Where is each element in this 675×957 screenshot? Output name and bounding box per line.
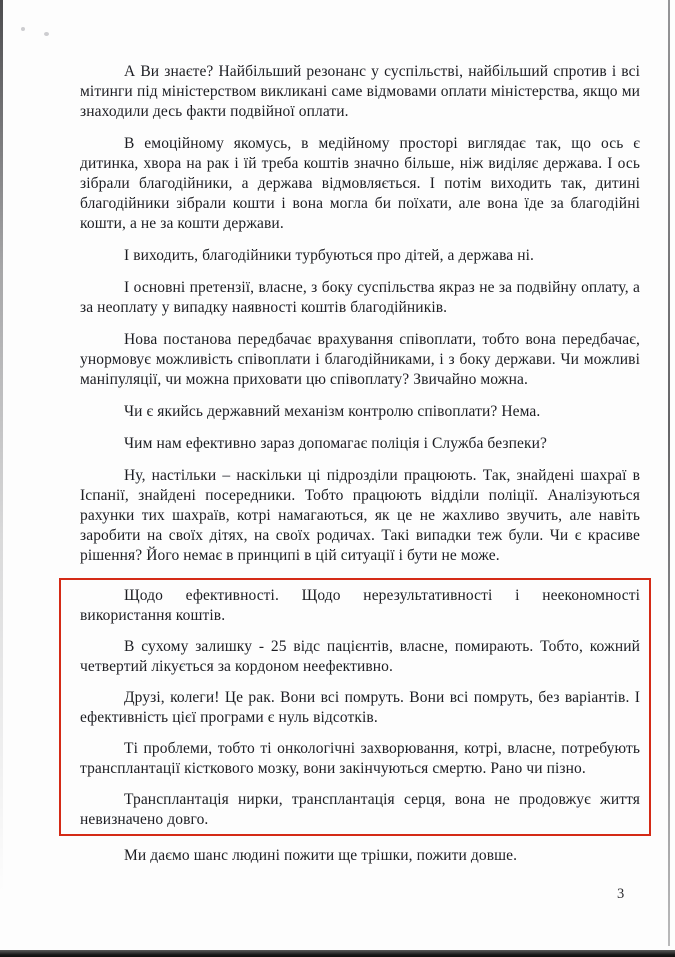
- paragraph: Чим нам ефективно зараз допомагає поліція і Служба безпеки?: [124, 435, 547, 452]
- paragraph: Ми даємо шанс людині пожити ще трішки, пожити довше.: [124, 847, 518, 864]
- page-number: 3: [617, 886, 625, 902]
- document-body: [80, 62, 640, 878]
- highlighted-paragraph: В сухому залишку - 25 відс пацієнтів, власне, помирають. Тобто, кожний четвертий лікується за кордоном неефективно.: [80, 638, 640, 675]
- scan-left-edge-artifact: [0, 0, 3, 892]
- scan-speck: [21, 27, 25, 31]
- scan-speck: [44, 32, 49, 36]
- red-highlight-box: [59, 578, 651, 836]
- page-right-edge-line: [668, 0, 670, 946]
- paragraph: І виходить, благодійники турбуються про дітей, а держава ні.: [124, 247, 535, 264]
- scan-bottom-edge-band: [0, 950, 675, 957]
- paragraph: Нова постанова передбачає врахування співоплати, тобто вона передбачає, унормовує можливість співоплати і благодійниками, і з боку держави. Чи можливі маніпуляції, чи можна приховати цю співоплату? Звичайно можна.: [80, 331, 640, 388]
- highlighted-paragraph: Друзі, колеги! Це рак. Вони всі помруть. Вони всі помруть, без варіантів. І ефективність цієї програми є нуль відсотків.: [80, 689, 640, 726]
- paragraph: І основні претензії, власне, з боку суспільства якраз не за подвійну оплату, а за неоплату у випадку наявності коштів благодійників.: [80, 279, 640, 316]
- highlighted-paragraph: Ті проблеми, тобто ті онкологічні захворювання, котрі, власне, потребують трансплантації кісткового мозку, вони закінчуються смертю. Рано чи пізно.: [80, 740, 640, 777]
- highlighted-paragraph: Щодо ефективності. Щодо нерезультативності і неекономності використання коштів.: [80, 587, 640, 624]
- paragraph: В емоційному якомусь, в медійному просторі виглядає так, що ось є дитинка, хвора на рак і їй треба коштів значно більше, ніж виділяє держава. І ось зібрали благодійники, а держава відмовляється. І потім виходить так, дитині благодійники зібрали кошти і вона могла би поїхати, але вона їде за благодійні кошти, а не за кошти держави.: [80, 135, 640, 232]
- paragraph: Чи є якийсь державний механізм контролю співоплати? Нема.: [124, 403, 541, 420]
- paragraph: А Ви знаєте? Найбільший резонанс у суспільстві, найбільший спротив і всі мітинги під міністерством викликані саме відмовами оплати міністерства, якщо ми знаходили десь факти подвійної оплати.: [80, 63, 640, 120]
- highlighted-paragraph: Трансплантація нирки, трансплантація серця, вона не продовжує життя невизначено довго.: [80, 791, 640, 828]
- paragraph: Ну, настільки – наскільки ці підрозділи працюють. Так, знайдені шахраї в Іспанії, знайдені посередники. Тобто працюють відділи поліції. Аналізуються рахунки тих шахраїв, котрі намагаються, як це не жахливо звучить, але навіть заробити на своїх дітях, на своїх родичах. Такі випадки теж були. Чи є красиве рішення? Його немає в принципі в цій ситуації і бути не може.: [80, 467, 640, 564]
